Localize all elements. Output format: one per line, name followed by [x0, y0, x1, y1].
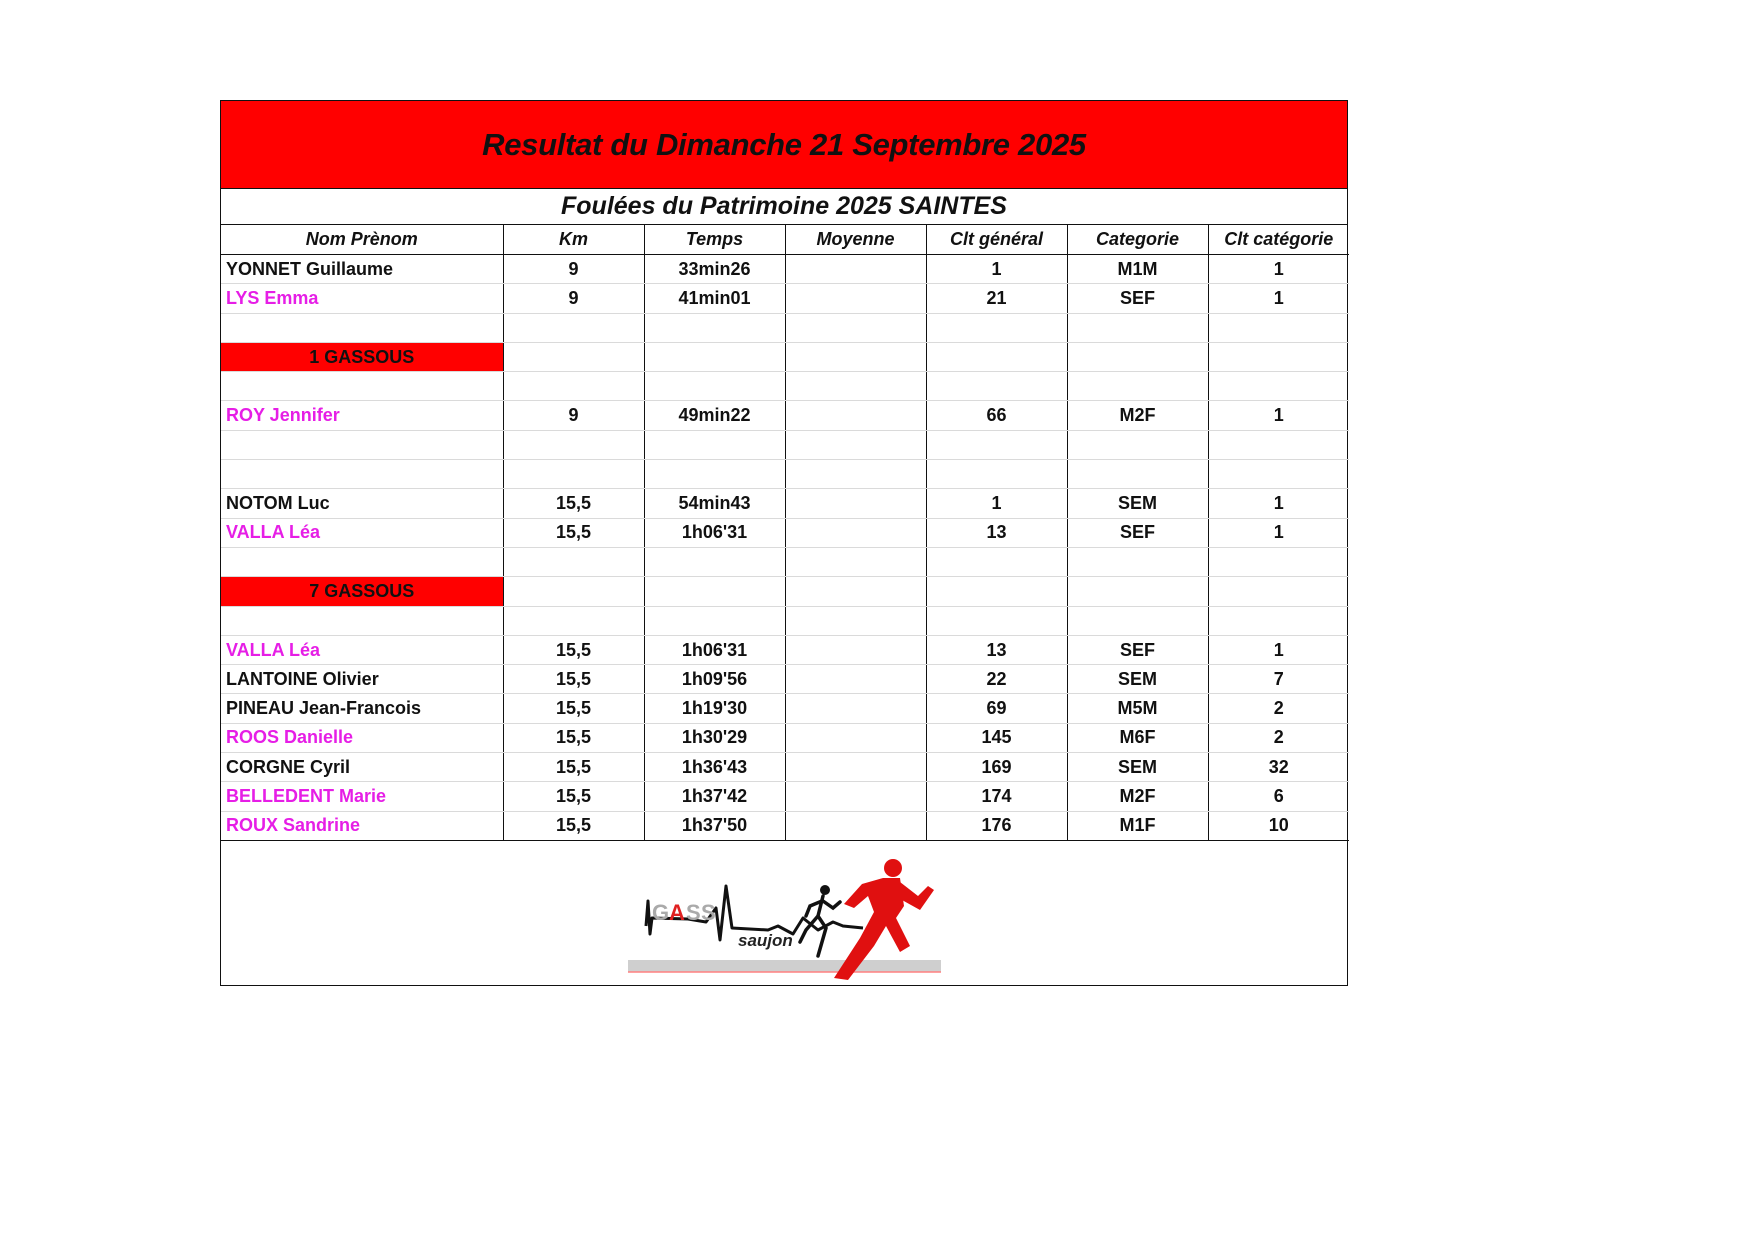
temps-cell: 1h37'42 — [644, 782, 785, 811]
empty-cell — [503, 577, 644, 606]
results-sheet — [220, 100, 1348, 986]
categorie-cell: SEM — [1067, 753, 1208, 782]
logo-letter: G — [652, 900, 670, 925]
logo-letter: A — [669, 900, 685, 925]
empty-cell — [644, 460, 785, 489]
empty-cell — [644, 577, 785, 606]
moyenne-cell — [785, 723, 926, 752]
title-banner — [221, 101, 1347, 189]
empty-cell — [644, 430, 785, 459]
table-row — [221, 723, 1349, 752]
temps-cell: 1h19'30 — [644, 694, 785, 723]
empty-cell — [503, 460, 644, 489]
table-row — [221, 255, 1349, 284]
temps-cell: 1h30'29 — [644, 723, 785, 752]
empty-cell — [503, 313, 644, 342]
clt-general-cell: 174 — [926, 782, 1067, 811]
categorie-cell: SEF — [1067, 284, 1208, 313]
runner-name-cell: ROOS Danielle — [221, 723, 503, 752]
empty-cell — [221, 313, 503, 342]
clt-general-cell: 13 — [926, 518, 1067, 547]
empty-cell — [644, 313, 785, 342]
clt-categorie-cell: 32 — [1208, 753, 1349, 782]
empty-cell — [221, 430, 503, 459]
empty-cell — [926, 547, 1067, 576]
table-row — [221, 753, 1349, 782]
table-row — [221, 489, 1349, 518]
empty-cell — [785, 342, 926, 371]
clt-categorie-cell: 1 — [1208, 401, 1349, 430]
empty-cell — [926, 342, 1067, 371]
km-cell: 9 — [503, 401, 644, 430]
col-header-km: Km — [503, 225, 644, 255]
clt-general-cell: 1 — [926, 489, 1067, 518]
moyenne-cell — [785, 753, 926, 782]
moyenne-cell — [785, 811, 926, 840]
race-subtitle: Foulées du Patrimoine 2025 SAINTES — [561, 192, 1007, 220]
empty-cell — [1208, 547, 1349, 576]
table-row — [221, 518, 1349, 547]
empty-cell — [926, 430, 1067, 459]
clt-categorie-cell: 1 — [1208, 518, 1349, 547]
group-label-cell: 1 GASSOUS — [221, 342, 503, 371]
blank-row — [221, 547, 1349, 576]
runner-name-cell: YONNET Guillaume — [221, 255, 503, 284]
group-label-cell: 7 GASSOUS — [221, 577, 503, 606]
runner-name-cell: ROY Jennifer — [221, 401, 503, 430]
moyenne-cell — [785, 665, 926, 694]
moyenne-cell — [785, 518, 926, 547]
clt-general-cell: 176 — [926, 811, 1067, 840]
clt-general-cell: 1 — [926, 255, 1067, 284]
table-row — [221, 665, 1349, 694]
km-cell: 9 — [503, 284, 644, 313]
km-cell: 15,5 — [503, 665, 644, 694]
empty-cell — [221, 372, 503, 401]
empty-cell — [503, 372, 644, 401]
empty-cell — [926, 606, 1067, 635]
km-cell: 15,5 — [503, 518, 644, 547]
col-header-name: Nom Prènom — [221, 225, 503, 255]
logo-brand-letters — [652, 900, 716, 925]
temps-cell: 1h06'31 — [644, 518, 785, 547]
empty-cell — [503, 342, 644, 371]
moyenne-cell — [785, 489, 926, 518]
runner-name-cell: VALLA Léa — [221, 518, 503, 547]
gass-saujon-logo — [628, 856, 942, 981]
categorie-cell: M1F — [1067, 811, 1208, 840]
table-row — [221, 694, 1349, 723]
clt-categorie-cell: 1 — [1208, 635, 1349, 664]
col-header-clt-categorie: Clt catégorie — [1208, 225, 1349, 255]
empty-cell — [503, 606, 644, 635]
col-header-categorie: Categorie — [1067, 225, 1208, 255]
moyenne-cell — [785, 284, 926, 313]
clt-general-cell: 169 — [926, 753, 1067, 782]
clt-categorie-cell: 10 — [1208, 811, 1349, 840]
empty-cell — [1067, 430, 1208, 459]
temps-cell: 1h37'50 — [644, 811, 785, 840]
temps-cell: 49min22 — [644, 401, 785, 430]
clt-categorie-cell: 2 — [1208, 694, 1349, 723]
runner-name-cell: VALLA Léa — [221, 635, 503, 664]
runner-name-cell: ROUX Sandrine — [221, 811, 503, 840]
categorie-cell: SEM — [1067, 489, 1208, 518]
logo-letter: S — [686, 900, 701, 925]
categorie-cell: SEM — [1067, 665, 1208, 694]
group-header-row — [221, 577, 1349, 606]
km-cell: 15,5 — [503, 782, 644, 811]
km-cell: 9 — [503, 255, 644, 284]
empty-cell — [1067, 460, 1208, 489]
temps-cell: 41min01 — [644, 284, 785, 313]
empty-cell — [1067, 577, 1208, 606]
blank-row — [221, 372, 1349, 401]
empty-cell — [1067, 547, 1208, 576]
empty-cell — [1067, 606, 1208, 635]
results-body — [221, 255, 1349, 841]
empty-cell — [1067, 313, 1208, 342]
moyenne-cell — [785, 401, 926, 430]
clt-categorie-cell: 1 — [1208, 284, 1349, 313]
categorie-cell: M2F — [1067, 401, 1208, 430]
categorie-cell: M6F — [1067, 723, 1208, 752]
categorie-cell: SEF — [1067, 635, 1208, 664]
empty-cell — [221, 547, 503, 576]
empty-cell — [644, 606, 785, 635]
clt-categorie-cell: 2 — [1208, 723, 1349, 752]
moyenne-cell — [785, 635, 926, 664]
empty-cell — [926, 460, 1067, 489]
runner-name-cell: NOTOM Luc — [221, 489, 503, 518]
page-title: Resultat du Dimanche 21 Septembre 2025 — [482, 126, 1086, 162]
temps-cell: 33min26 — [644, 255, 785, 284]
empty-cell — [644, 547, 785, 576]
clt-general-cell: 13 — [926, 635, 1067, 664]
runner-name-cell: LYS Emma — [221, 284, 503, 313]
categorie-cell: M1M — [1067, 255, 1208, 284]
empty-cell — [644, 342, 785, 371]
empty-cell — [1208, 313, 1349, 342]
empty-cell — [785, 313, 926, 342]
results-table — [221, 225, 1349, 841]
empty-cell — [785, 460, 926, 489]
empty-cell — [1208, 606, 1349, 635]
km-cell: 15,5 — [503, 635, 644, 664]
temps-cell: 1h36'43 — [644, 753, 785, 782]
runner-name-cell: PINEAU Jean-Francois — [221, 694, 503, 723]
empty-cell — [503, 430, 644, 459]
clt-general-cell: 66 — [926, 401, 1067, 430]
clt-general-cell: 145 — [926, 723, 1067, 752]
logo-letter: S — [701, 900, 716, 925]
logo-ground-bar — [628, 960, 941, 972]
race-subtitle-row — [221, 189, 1347, 225]
empty-cell — [926, 313, 1067, 342]
empty-cell — [644, 372, 785, 401]
empty-cell — [785, 372, 926, 401]
empty-cell — [1208, 577, 1349, 606]
clt-general-cell: 22 — [926, 665, 1067, 694]
empty-cell — [785, 430, 926, 459]
km-cell: 15,5 — [503, 753, 644, 782]
temps-cell: 1h09'56 — [644, 665, 785, 694]
table-row — [221, 811, 1349, 840]
clt-categorie-cell: 1 — [1208, 489, 1349, 518]
moyenne-cell — [785, 694, 926, 723]
empty-cell — [926, 372, 1067, 401]
empty-cell — [1067, 372, 1208, 401]
blank-row — [221, 606, 1349, 635]
categorie-cell: SEF — [1067, 518, 1208, 547]
runner-name-cell: CORGNE Cyril — [221, 753, 503, 782]
km-cell: 15,5 — [503, 811, 644, 840]
empty-cell — [503, 547, 644, 576]
empty-cell — [1208, 372, 1349, 401]
empty-cell — [221, 460, 503, 489]
km-cell: 15,5 — [503, 694, 644, 723]
empty-cell — [785, 577, 926, 606]
categorie-cell: M2F — [1067, 782, 1208, 811]
empty-cell — [1208, 430, 1349, 459]
temps-cell: 1h06'31 — [644, 635, 785, 664]
table-row — [221, 401, 1349, 430]
table-row — [221, 284, 1349, 313]
empty-cell — [1208, 460, 1349, 489]
runner-name-cell: BELLEDENT Marie — [221, 782, 503, 811]
categorie-cell: M5M — [1067, 694, 1208, 723]
col-header-moyenne: Moyenne — [785, 225, 926, 255]
empty-cell — [1208, 342, 1349, 371]
clt-categorie-cell: 7 — [1208, 665, 1349, 694]
col-header-clt-general: Clt général — [926, 225, 1067, 255]
col-header-temps: Temps — [644, 225, 785, 255]
empty-cell — [785, 606, 926, 635]
moyenne-cell — [785, 782, 926, 811]
clt-general-cell: 69 — [926, 694, 1067, 723]
table-header-row — [221, 225, 1349, 255]
logo-town: saujon — [738, 931, 793, 950]
blank-row — [221, 313, 1349, 342]
table-row — [221, 635, 1349, 664]
moyenne-cell — [785, 255, 926, 284]
empty-cell — [926, 577, 1067, 606]
clt-general-cell: 21 — [926, 284, 1067, 313]
blank-row — [221, 460, 1349, 489]
clt-categorie-cell: 1 — [1208, 255, 1349, 284]
group-header-row — [221, 342, 1349, 371]
empty-cell — [221, 606, 503, 635]
blank-row — [221, 430, 1349, 459]
km-cell: 15,5 — [503, 723, 644, 752]
empty-cell — [785, 547, 926, 576]
temps-cell: 54min43 — [644, 489, 785, 518]
runner-name-cell: LANTOINE Olivier — [221, 665, 503, 694]
clt-categorie-cell: 6 — [1208, 782, 1349, 811]
table-row — [221, 782, 1349, 811]
km-cell: 15,5 — [503, 489, 644, 518]
empty-cell — [1067, 342, 1208, 371]
